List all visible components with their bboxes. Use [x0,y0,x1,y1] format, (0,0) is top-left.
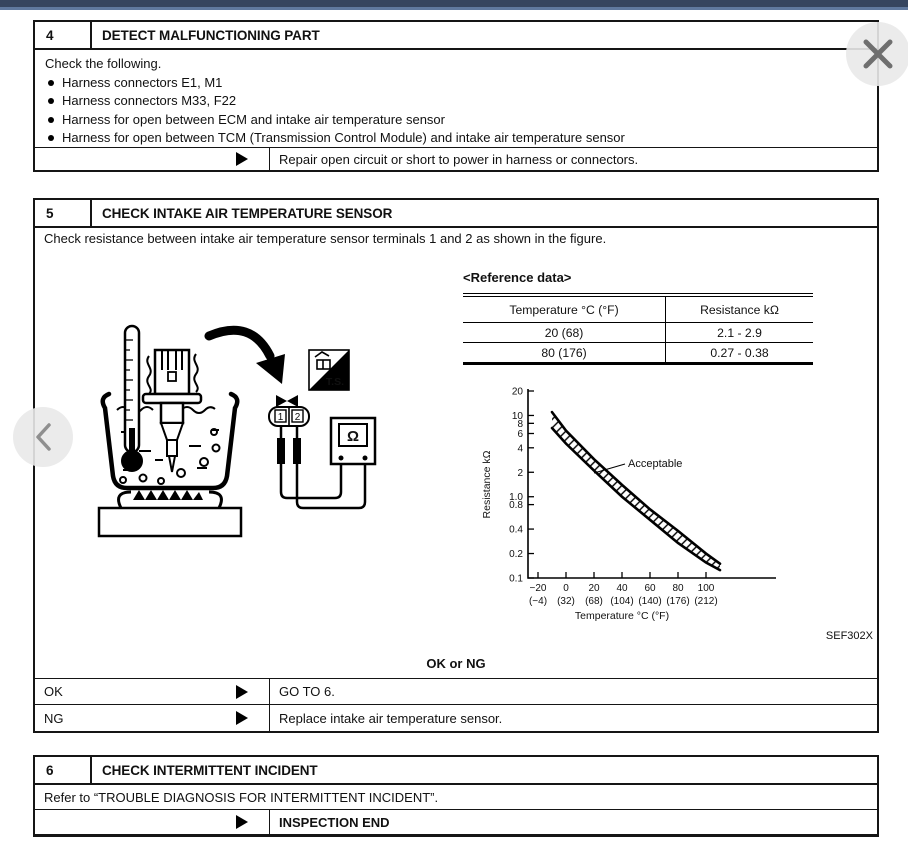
resistance-temperature-chart [476,381,806,626]
terminal-1-label: 1 [277,412,284,423]
resistance-cell: 2.1 - 2.9 [666,323,813,343]
action-text: INSPECTION END [279,814,390,830]
result-row-ok [35,678,877,704]
step-6-intro: Refer to “TROUBLE DIAGNOSIS FOR INTERMITTENT INCIDENT”. [44,789,439,805]
svg-text:20: 20 [511,386,523,398]
step-5-body [35,228,877,678]
top-bar [0,0,908,10]
column-header: Temperature °C (°F) [463,295,666,323]
step-title: DETECT MALFUNCTIONING PART [102,27,320,43]
list-item [45,111,867,129]
result-text: GO TO 6. [279,684,335,699]
svg-text:100: 100 [697,583,715,594]
step-4-intro: Check the following. [45,56,162,71]
table-row [463,343,813,364]
step-6-action-row [35,809,877,834]
sensor-test-illustration [63,310,393,545]
step-number: 6 [35,757,92,783]
step-box-4 [33,20,879,172]
svg-text:(−4): (−4) [528,596,548,607]
bullet-icon [48,117,54,123]
svg-text:60: 60 [644,583,656,594]
action-left-cell [35,148,270,170]
bullet-icon [48,98,54,104]
close-button[interactable] [846,22,908,86]
curved-arrow-icon [209,330,285,384]
step-4-body [35,50,877,148]
action-text: Repair open circuit or short to power in harness or connectors. [279,151,639,167]
thermometer-drawing [122,326,142,471]
svg-text:8: 8 [517,418,523,430]
previous-page-button[interactable] [13,407,73,467]
ohmmeter-drawing [331,418,375,464]
resistance-cell: 0.27 - 0.38 [666,343,813,364]
action-arrow-icon [236,711,248,725]
list-item-text: Harness connectors E1, M1 [62,75,223,90]
svg-text:6: 6 [517,428,523,440]
list-item-text: Harness for open between ECM and intake air temperature sensor [62,111,445,127]
svg-text:(176): (176) [666,596,690,607]
svg-text:Acceptable: Acceptable [628,458,683,470]
result-left-cell [35,679,270,704]
svg-text:0.2: 0.2 [509,549,523,561]
result-left-cell [35,705,270,731]
temperature-sensor-drawing [143,350,201,472]
action-arrow-icon [236,152,248,166]
result-text: Replace intake air temperature sensor. [279,710,503,726]
ohm-symbol: Ω [346,428,360,445]
result-label: OK [44,684,63,699]
result-heading: OK or NG [426,656,486,671]
list-item-text: Harness connectors M33, F22 [62,93,237,109]
svg-text:(212): (212) [694,596,718,607]
svg-text:−20: −20 [529,583,547,594]
svg-text:1.0: 1.0 [509,492,523,504]
result-row-ng [35,704,877,731]
svg-text:Temperature °C (°F): Temperature °C (°F) [574,610,670,622]
temperature-cell: 20 (68) [544,325,584,340]
reference-data-table [463,293,813,365]
step-number: 4 [35,22,92,48]
step-number: 5 [35,200,92,226]
ts-badge-label: T.S. [325,376,344,388]
svg-text:4: 4 [517,443,523,455]
check-list [45,74,867,148]
svg-text:Resistance kΩ: Resistance kΩ [481,450,493,519]
step-box-6 [33,755,879,837]
burner-drawing [99,490,241,536]
step-4-action-row [35,147,877,170]
svg-text:(68): (68) [585,596,603,607]
step-4-header [35,22,877,50]
action-arrow-icon [236,685,248,699]
svg-text:0.4: 0.4 [509,524,523,536]
svg-text:(32): (32) [557,596,575,607]
reference-data-heading: <Reference data> [463,270,572,285]
step-6-header [35,757,877,785]
temperature-cell: 80 (176) [463,343,666,364]
svg-text:10: 10 [511,410,523,422]
svg-text:0.1: 0.1 [509,573,523,585]
svg-text:0.8: 0.8 [509,500,523,512]
close-icon [846,22,908,86]
svg-text:2: 2 [517,467,523,479]
figure-code: SEF302X [825,630,873,642]
list-item [45,92,867,110]
step-5-header [35,200,877,228]
list-item [45,74,867,92]
terminal-2-label: 2 [294,412,301,423]
list-item [45,129,867,147]
action-arrow-icon [236,815,248,829]
result-label: NG [44,710,64,726]
table-row [463,323,813,343]
svg-text:20: 20 [588,583,600,594]
svg-text:(104): (104) [610,596,634,607]
step-5-intro: Check resistance between intake air temperature sensor terminals 1 and 2 as shown in the figure. [44,231,607,246]
connector-drawing [269,395,309,426]
svg-text:40: 40 [616,583,628,594]
ts-badge-icon [309,350,349,390]
list-item-text: Harness for open between TCM (Transmission Control Module) and intake air temperature sensor [62,130,625,146]
column-header: Resistance kΩ [666,295,813,323]
svg-text:(140): (140) [638,596,662,607]
svg-text:0: 0 [563,583,569,594]
action-left-cell [35,810,270,834]
svg-text:80: 80 [672,583,684,594]
chevron-left-icon [13,407,73,467]
step-title: CHECK INTAKE AIR TEMPERATURE SENSOR [102,205,393,221]
step-title: CHECK INTERMITTENT INCIDENT [102,762,318,778]
bullet-icon [48,135,54,141]
bullet-icon [48,80,54,86]
step-box-5 [33,198,879,733]
